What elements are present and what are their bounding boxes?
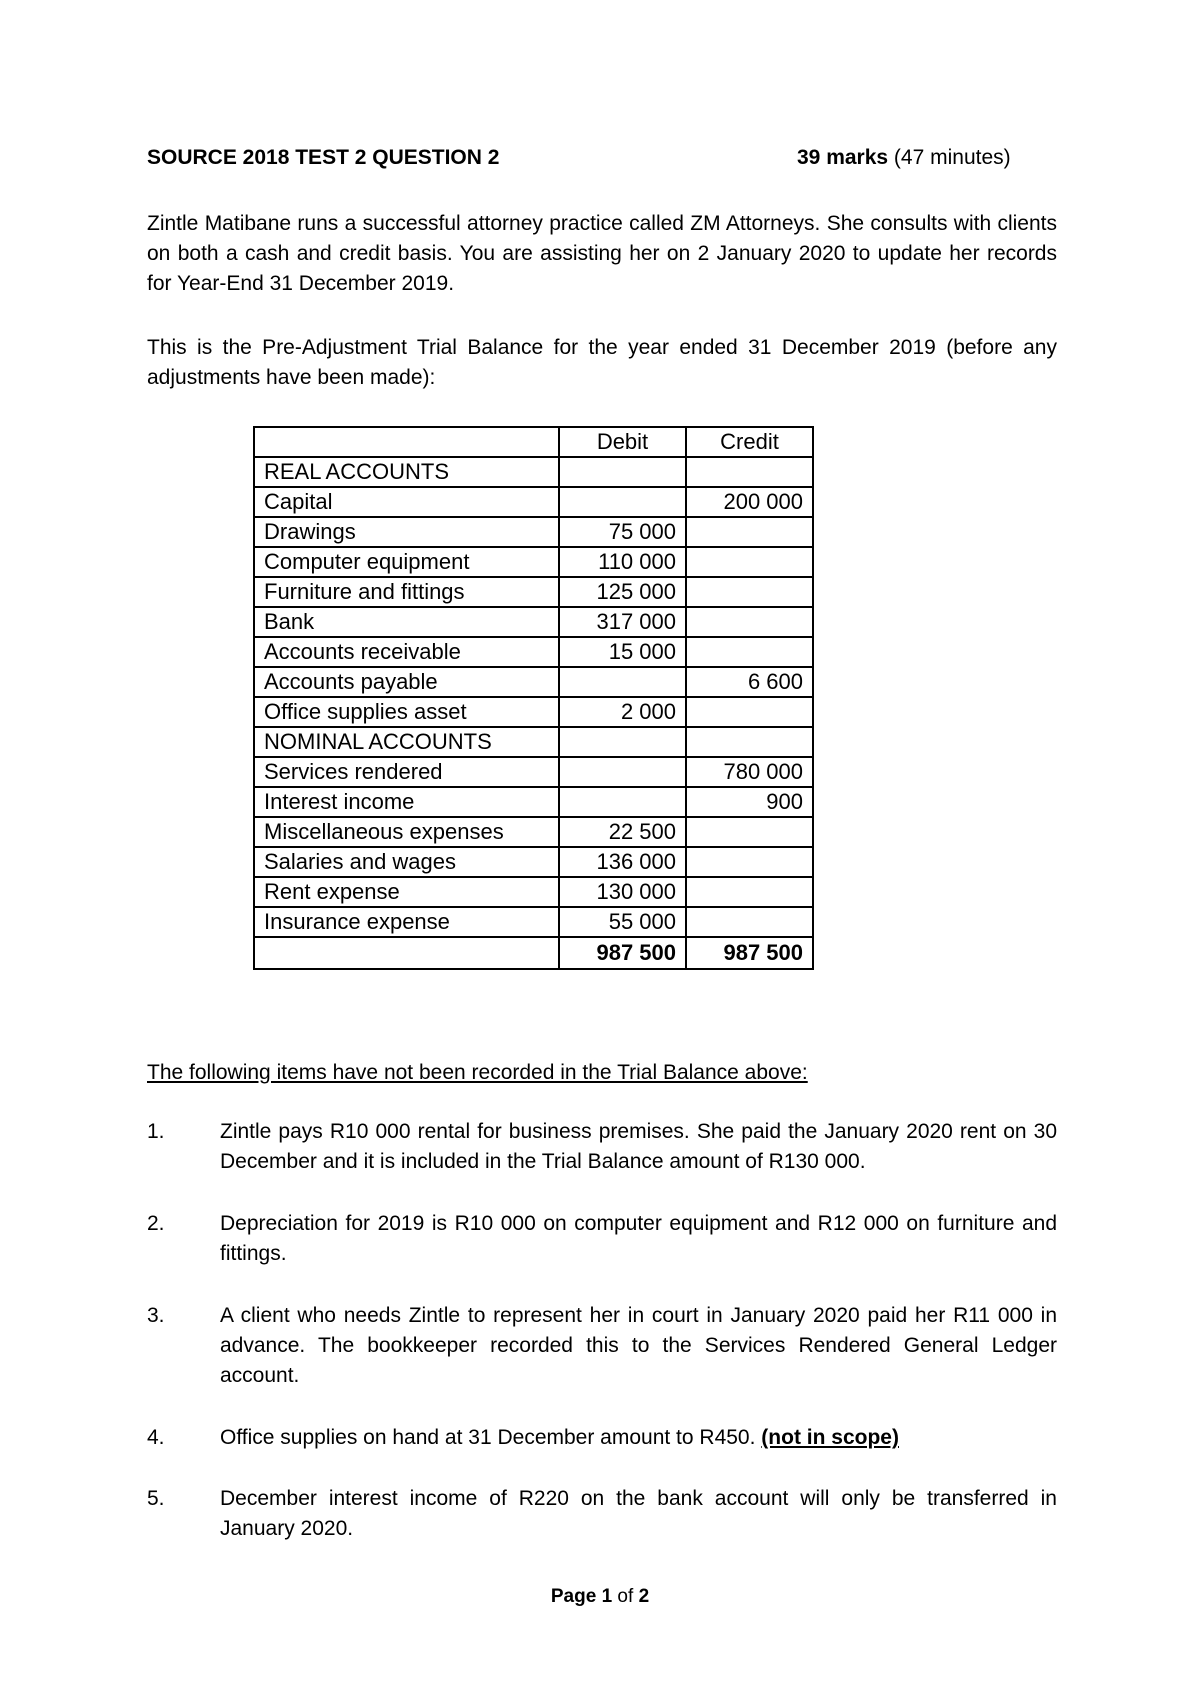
credit-cell (686, 877, 813, 907)
credit-cell (686, 607, 813, 637)
debit-cell: 2 000 (559, 697, 686, 727)
item-text: A client who needs Zintle to represent her in court in January 2020 paid her R11 000 in advance. The bookkeeper recorded this to the Services Rendered General Ledger account. (220, 1304, 1057, 1387)
credit-cell: 6 600 (686, 667, 813, 697)
debit-cell: 317 000 (559, 607, 686, 637)
table-row (254, 727, 813, 757)
debit-cell: 15 000 (559, 637, 686, 667)
credit-cell (686, 907, 813, 937)
credit-cell (686, 697, 813, 727)
credit-cell (686, 457, 813, 487)
table-row (254, 637, 813, 667)
table-row (254, 817, 813, 847)
item-number: 2. (147, 1212, 165, 1235)
time-allowed: (47 minutes) (893, 146, 1011, 169)
question-title: SOURCE 2018 TEST 2 QUESTION 2 (147, 146, 500, 169)
account-cell: Furniture and fittings (254, 577, 559, 607)
debit-cell: 55 000 (559, 907, 686, 937)
total-row (254, 937, 813, 969)
credit-cell: 900 (686, 787, 813, 817)
account-cell: Interest income (254, 787, 559, 817)
account-cell: Accounts receivable (254, 637, 559, 667)
item-text-wrapper (220, 1423, 1057, 1453)
account-cell: Office supplies asset (254, 697, 559, 727)
table-header-row (254, 427, 813, 457)
item-text: December interest income of R220 on the bank account will only be transferred in January 2020. (220, 1487, 1057, 1540)
debit-cell: 22 500 (559, 817, 686, 847)
marks-info (797, 146, 1011, 170)
credit-cell (686, 517, 813, 547)
header-debit: Debit (559, 427, 686, 457)
debit-cell: 110 000 (559, 547, 686, 577)
unrecorded-items-heading: The following items have not been recorded in the Trial Balance above: (147, 1061, 808, 1084)
table-row (254, 787, 813, 817)
table-row (254, 457, 813, 487)
account-cell: NOMINAL ACCOUNTS (254, 727, 559, 757)
account-cell: Salaries and wages (254, 847, 559, 877)
credit-cell (686, 727, 813, 757)
item-text: Zintle pays R10 000 rental for business premises. She paid the January 2020 rent on 30 December and it is included in the Trial Balance amount of R130 000. (220, 1120, 1057, 1173)
item-number: 4. (147, 1426, 165, 1449)
table-row (254, 487, 813, 517)
account-cell: Capital (254, 487, 559, 517)
debit-cell: 125 000 (559, 577, 686, 607)
account-cell: Rent expense (254, 877, 559, 907)
item-number: 3. (147, 1304, 165, 1327)
page-current: 1 (601, 1586, 613, 1607)
total-label-cell (254, 937, 559, 969)
table-row (254, 697, 813, 727)
trial-balance-table (253, 426, 814, 970)
total-credit-cell: 987 500 (686, 937, 813, 969)
credit-cell (686, 577, 813, 607)
account-cell: Bank (254, 607, 559, 637)
header-account (254, 427, 559, 457)
debit-cell: 136 000 (559, 847, 686, 877)
credit-cell (686, 847, 813, 877)
item-text: Depreciation for 2019 is R10 000 on computer equipment and R12 000 on furniture and fittings. (220, 1212, 1057, 1265)
item-number: 5. (147, 1487, 165, 1510)
table-row (254, 757, 813, 787)
debit-cell (559, 727, 686, 757)
debit-cell (559, 457, 686, 487)
table-row (254, 667, 813, 697)
debit-cell (559, 757, 686, 787)
table-row (254, 877, 813, 907)
account-cell: Services rendered (254, 757, 559, 787)
page-label: Page (550, 1586, 597, 1607)
credit-cell (686, 547, 813, 577)
account-cell: Insurance expense (254, 907, 559, 937)
credit-cell: 200 000 (686, 487, 813, 517)
debit-cell: 130 000 (559, 877, 686, 907)
item-text: Office supplies on hand at 31 December amount to R450. (220, 1426, 756, 1449)
not-in-scope-tag: (not in scope) (761, 1426, 899, 1449)
account-cell: REAL ACCOUNTS (254, 457, 559, 487)
table-row (254, 577, 813, 607)
credit-cell: 780 000 (686, 757, 813, 787)
table-row (254, 517, 813, 547)
debit-cell (559, 667, 686, 697)
debit-cell (559, 487, 686, 517)
table-row (254, 847, 813, 877)
question-heading (147, 146, 1047, 178)
table-row (254, 547, 813, 577)
account-cell: Computer equipment (254, 547, 559, 577)
total-debit-cell: 987 500 (559, 937, 686, 969)
intro-paragraph: Zintle Matibane runs a successful attorney practice called ZM Attorneys. She consults with clients on both a cash and credit basis. You are assisting her on 2 January 2020 to update her records for Year-End 31 December 2019. (147, 212, 1057, 295)
header-credit: Credit (686, 427, 813, 457)
marks-value: 39 marks (797, 146, 889, 169)
page-footer (0, 1586, 1200, 1608)
credit-cell (686, 637, 813, 667)
trial-balance-intro: This is the Pre-Adjustment Trial Balance for the year ended 31 December 2019 (before any adjustments have been made): (147, 336, 1057, 389)
account-cell: Miscellaneous expenses (254, 817, 559, 847)
item-number: 1. (147, 1120, 165, 1143)
debit-cell: 75 000 (559, 517, 686, 547)
of-label: of (617, 1586, 634, 1607)
debit-cell (559, 787, 686, 817)
account-cell: Accounts payable (254, 667, 559, 697)
account-cell: Drawings (254, 517, 559, 547)
table-row (254, 907, 813, 937)
credit-cell (686, 817, 813, 847)
table-row (254, 607, 813, 637)
page-total: 2 (638, 1586, 650, 1607)
